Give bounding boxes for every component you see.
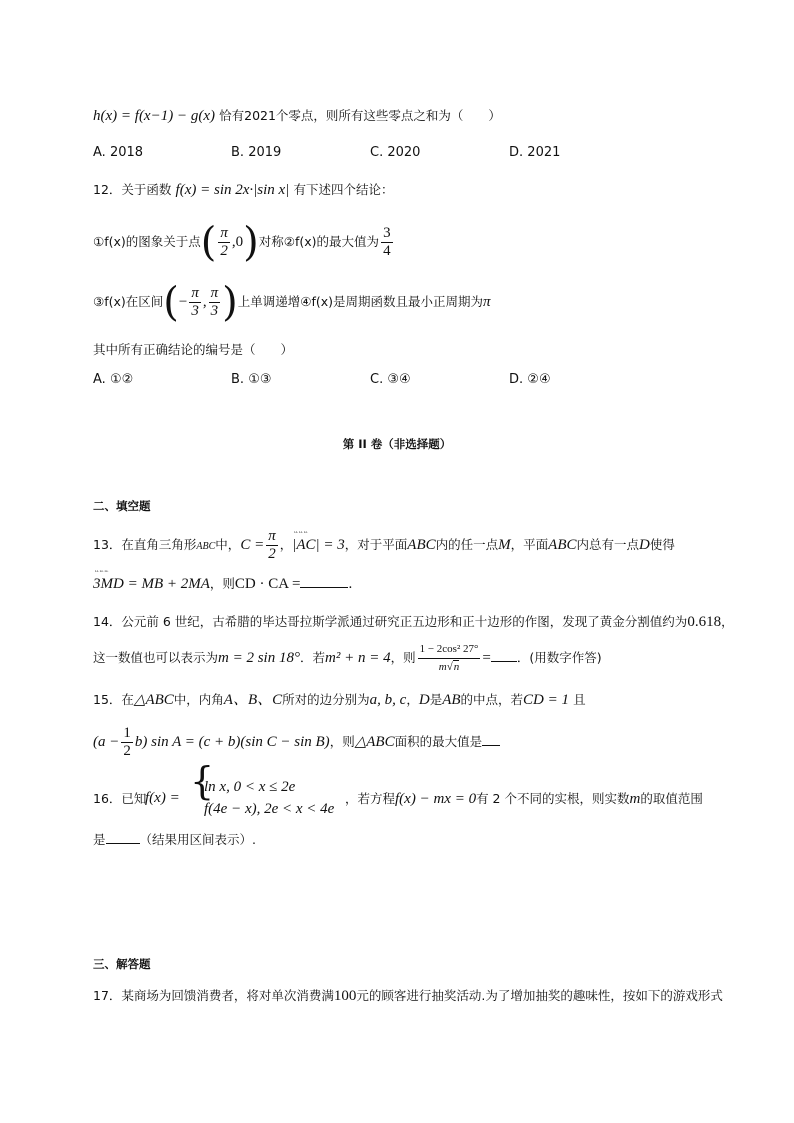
q12-option-b[interactable]: B. ①③: [231, 372, 272, 387]
circled-2: ②: [283, 234, 295, 249]
circled-1: ①: [93, 234, 105, 249]
q13-line2: ᄔᄔᄔ 3MD = MB + 2MA，则CD · CA = .: [93, 574, 352, 595]
q11-option-d[interactable]: D. 2021: [509, 145, 561, 160]
circled-3: ③: [93, 294, 105, 309]
q12-conclusions-1-2: ①f(x)的图象关于点( $\frac{\pi}{2}$ ,0)对称②f(x)的最大值为 $\frac{3}{4}$: [93, 219, 391, 266]
part2-title: 第 II 卷（非选择题）: [342, 437, 452, 451]
q14-line1: 14．公元前 6 世纪，古希腊的毕达哥拉斯学派通过研究正五边形和正十边形的作图，发现了黄金分割值约为0.618，: [93, 614, 734, 630]
q15-line1: 15．在△ABC中，内角A、B、C所对的边分别为a, b, c，D是AB的中点，若CD = 1 且: [93, 692, 586, 708]
circled-4: ④: [300, 294, 312, 309]
q11-text: 恰有2021个零点，则所有这些零点之和为（ ）: [219, 108, 501, 123]
q14-line2: 这一数值也可以表示为m = 2 sin 18°．若m² + n = 4，则 $\frac{\text{1 − 2cos² 27°}}{m√n}$ = ．(用数字作答): [93, 643, 602, 673]
q12-option-a[interactable]: A. ①②: [93, 372, 134, 387]
q14-answer-blank[interactable]: [491, 649, 517, 662]
piecewise-brace: {: [190, 759, 215, 803]
section-fill-title: 二、填空题: [93, 499, 151, 513]
q11-math: h(x) = f(x−1) − g(x): [93, 108, 215, 124]
q15-line2: (a − $\frac{1}{2}$ b) sin A = (c + b)(sin C − sin B)，则△ABC面积的最大值是: [93, 724, 500, 760]
q11-option-c[interactable]: C. 2020: [370, 145, 421, 160]
q13-answer-blank[interactable]: [300, 575, 348, 588]
q11-option-a[interactable]: A. 2018: [93, 145, 144, 160]
q11-option-b[interactable]: B. 2019: [231, 145, 282, 160]
q15-answer-blank[interactable]: [482, 733, 500, 746]
q12-option-d[interactable]: D. ②④: [509, 372, 551, 387]
section-answer-title: 三、解答题: [93, 957, 151, 971]
q11-line: [93, 106, 501, 127]
q17-line1: 17．某商场为回馈消费者，将对单次消费满100元的顾客进行抽奖活动.为了增加抽奖的趣味性，按如下的游戏形式: [93, 988, 723, 1004]
q16-line2: 是 （结果用区间表示）.: [93, 832, 256, 847]
q16-answer-blank[interactable]: [106, 831, 140, 844]
q12-option-c[interactable]: C. ③④: [370, 372, 411, 387]
exam-page: h(x) = f(x−1) − g(x) 恰有2021个零点，则所有这些零点之和为（ ） A. 2018 B. 2019 C. 2020 D. 2021 12．关于函数 f(x) = sin 2x·|sin x| 有下述四个结论： ①f(x)的图象关于点( $\frac{\pi}{2}$ ,0)对称②f(x)的最大值为 $\frac{3}{4}$ ③f(x)在区间(− $\frac{\pi}{3}$ , $\frac{\pi}{3}$ )上单调递增④f(x)是周期函数且最小正周期为π 其中所有正确结论的编号是（ ） A. ①② B. ①③ C. ③④ D. ②④ 第 II 卷（非选择题） 二、填空题 13．在直角三角形ABC中，C = $\frac{\pi}{2}$ ，ᄔᄔᄔ |AC| = 3，对于平面ABC内的任一点M，平面ABC内总有一点D使得 ᄔᄔᄔ 3MD = MB + 2MA，则CD · CA = . 14．公元前 6 世纪，古希腊的毕达哥拉斯学派通过研究正五边形和正十边形的作图，发现了黄金分割值约为0.618， 这一数值也可以表示为m = 2 sin 18°．若m² + n = 4，则 $\frac{\text{1 − 2cos² 27°}}{m√n}$ = ．(用数字作答) 15．在△ABC中，内角A、B、C所对的边分别为a, b, c，D是AB的中点，若CD = 1 且 (a − $\frac{1}{2}$ b) sin A = (c + b)(sin C − sin B)，则△ABC面积的最大值是 16．已知 f(x) = { ln x, 0 < x ≤ 2e f(4e − x), 2e < x < 4e ，若方程f(x) − mx = 0有 2 个不同的实根，则实数m的取值范围 是 （结果用区间表示）. 三、解答题 17．某商场为回馈消费者，将对单次消费满100元的顾客进行抽奖活动.为了增加抽奖的趣味性，按如下的游戏形式: [0, 0, 794, 1123]
q12-intro: 12．关于函数 f(x) = sin 2x·|sin x| 有下述四个结论：: [93, 182, 394, 198]
q12-conclusions-3-4: ③f(x)在区间(− $\frac{\pi}{3}$ , $\frac{\pi}{3}$ )上单调递增④f(x)是周期函数且最小正周期为π: [93, 279, 491, 326]
q13-line1: 13．在直角三角形ABC中，C = $\frac{\pi}{2}$ ，ᄔᄔᄔ |AC| = 3，对于平面ABC内的任一点M，平面ABC内总有一点D使得: [93, 528, 675, 558]
q12-ask: 其中所有正确结论的编号是（ ）: [93, 342, 294, 357]
